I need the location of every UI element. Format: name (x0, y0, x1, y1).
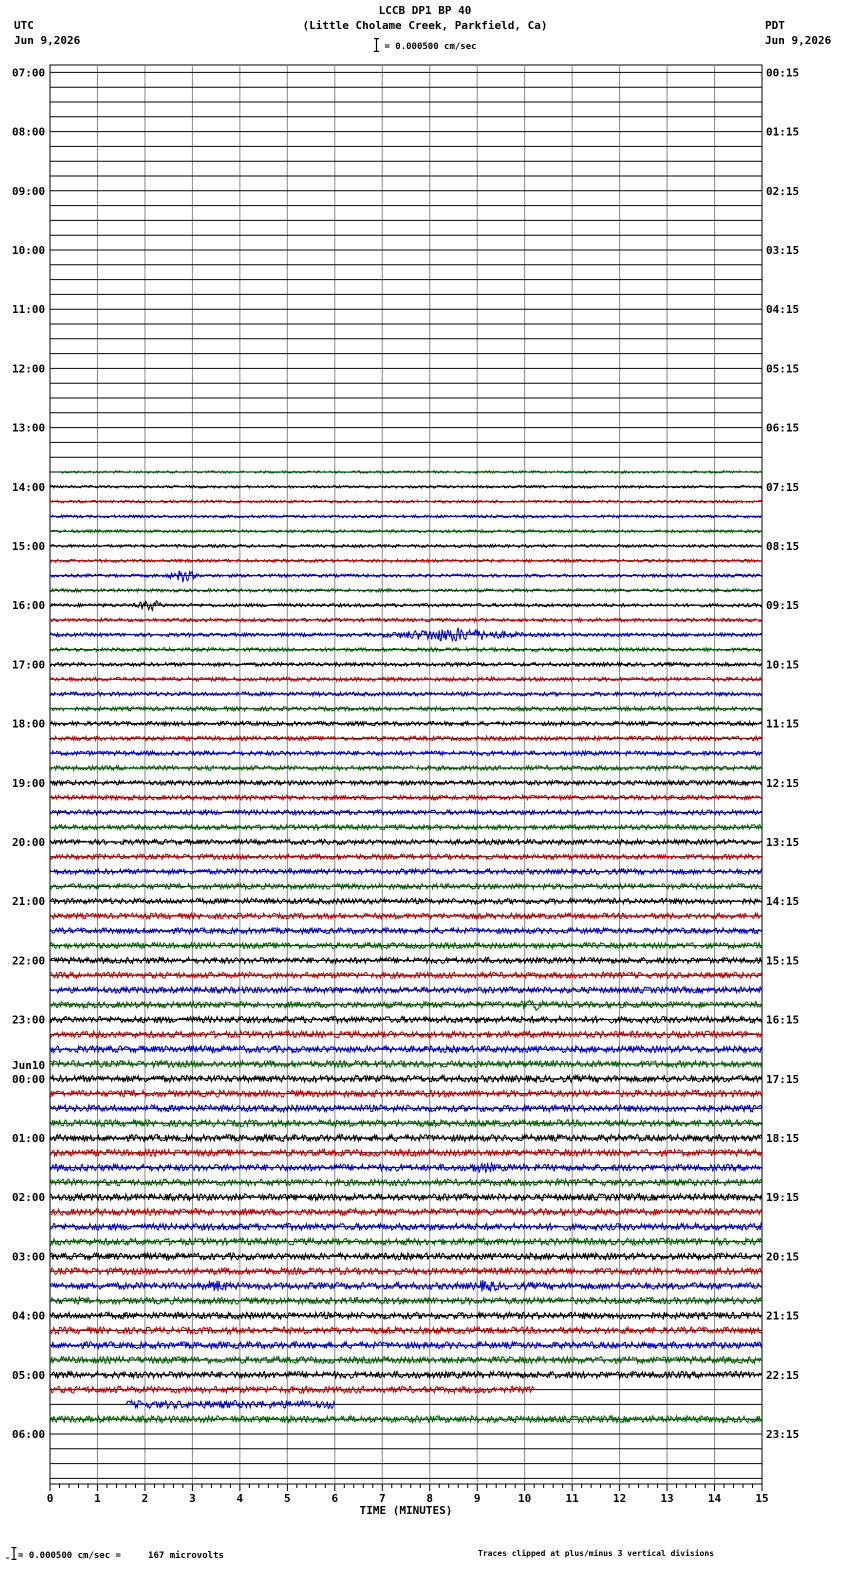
right-timezone: PDT (765, 19, 785, 32)
pdt-hour-label: 02:15 (766, 184, 800, 198)
utc-hour-label: 13:00 (12, 421, 46, 435)
x-tick-label: 10 (518, 1492, 532, 1505)
clip-note: Traces clipped at plus/minus 3 vertical divisions (478, 1549, 715, 1558)
pdt-hour-label: 21:15 (766, 1309, 800, 1323)
x-tick-label: 13 (660, 1492, 674, 1505)
seismic-trace (50, 780, 762, 785)
utc-hour-label: 03:00 (12, 1250, 46, 1264)
seismic-trace (50, 736, 762, 740)
seismic-trace (50, 1386, 534, 1393)
station-location: (Little Cholame Creek, Parkfield, Ca) (302, 19, 548, 32)
utc-hour-label: 02:00 (12, 1191, 46, 1205)
pdt-hour-label: 08:15 (766, 540, 800, 553)
utc-hour-label: 23:00 (12, 1013, 46, 1027)
utc-hour-label: 07:00 (12, 66, 46, 80)
utc-hour-label: 10:00 (12, 244, 46, 257)
pdt-hour-label: 18:15 (766, 1132, 800, 1145)
seismic-trace (50, 913, 762, 919)
utc-hour-label: 04:00 (12, 1309, 46, 1323)
utc-hour-label: 00:00 (12, 1072, 46, 1086)
x-tick-label: 2 (141, 1492, 149, 1505)
scale-text: = 0.000500 cm/sec (384, 42, 477, 52)
seismic-trace (50, 1209, 762, 1216)
seismic-trace (50, 628, 762, 641)
utc-hour-label: 17:00 (12, 658, 46, 672)
seismic-trace (50, 648, 762, 652)
utc-hour-label: 14:00 (12, 480, 46, 494)
utc-hour-label: 06:00 (12, 1428, 46, 1441)
x-tick-label: 12 (612, 1492, 627, 1505)
footer-scale-text: = 0.000500 cm/sec = 167 microvolts (18, 1551, 224, 1561)
utc-hour-label: 18:00 (12, 717, 46, 731)
x-tick-label: 5 (284, 1492, 291, 1505)
left-date: Jun 9,2026 (14, 34, 81, 47)
station-title: LCCB DP1 BP 40 (378, 4, 472, 17)
x-tick-label: 8 (426, 1492, 434, 1505)
pdt-hour-label: 22:15 (766, 1368, 800, 1382)
x-tick-label: 6 (331, 1492, 339, 1505)
utc-hour-label: 20:00 (12, 836, 46, 849)
pdt-hour-label: 15:15 (766, 954, 800, 968)
utc-hour-label: 22:00 (12, 954, 46, 968)
pdt-hour-label: 23:15 (766, 1428, 800, 1441)
x-tick-label: 14 (707, 1492, 722, 1505)
seismic-trace (50, 766, 762, 771)
pdt-hour-label: 05:15 (766, 362, 800, 376)
pdt-hour-label: 20:15 (766, 1250, 800, 1264)
pdt-hour-label: 09:15 (766, 599, 800, 613)
pdt-hour-label: 07:15 (766, 480, 800, 494)
utc-hour-label: 16:00 (12, 599, 46, 613)
x-tick-label: 7 (378, 1492, 386, 1505)
right-date: Jun 9,2026 (765, 34, 832, 47)
x-tick-label: 9 (473, 1492, 481, 1505)
utc-hour-label: 11:00 (12, 303, 46, 317)
seismic-trace (50, 589, 762, 592)
pdt-hour-label: 06:15 (766, 421, 800, 435)
utc-hour-label: 19:00 (12, 776, 46, 790)
seismic-trace (50, 1105, 762, 1112)
x-tick-label: 3 (189, 1492, 196, 1505)
seismic-trace (50, 1357, 762, 1364)
pdt-hour-label: 19:15 (766, 1191, 800, 1205)
x-tick-label: 4 (236, 1492, 244, 1505)
seismic-trace (50, 854, 762, 859)
left-timezone: UTC (14, 19, 34, 32)
footer-scale (2, 1547, 224, 1561)
footer-scale-bar-icon (2, 1547, 18, 1561)
x-axis-label: TIME (MINUTES) (359, 1504, 453, 1517)
utc-hour-label: 12:00 (12, 362, 46, 376)
seismic-trace (60, 471, 763, 473)
seismic-trace (50, 943, 762, 949)
utc-hour-label: 15:00 (12, 540, 46, 553)
x-tick-label: 1 (94, 1492, 101, 1505)
pdt-hour-label: 04:15 (766, 303, 800, 317)
pdt-hour-label: 11:15 (766, 717, 800, 731)
pdt-hour-label: 12:15 (766, 776, 800, 790)
pdt-hour-label: 01:15 (766, 125, 800, 139)
seismic-trace (50, 869, 762, 874)
x-tick-label: 0 (46, 1492, 54, 1505)
x-tick-label: 15 (755, 1492, 769, 1505)
utc-hour-label: 08:00 (12, 125, 46, 139)
pdt-hour-label: 14:15 (766, 895, 800, 909)
seismic-trace (50, 559, 762, 562)
utc-hour-label: 05:00 (12, 1368, 46, 1382)
pdt-hour-label: 10:15 (766, 658, 800, 672)
utc-hour-label: 01:00 (12, 1132, 46, 1145)
date-change-label: Jun10 (12, 1058, 46, 1072)
pdt-hour-label: 03:15 (766, 244, 800, 257)
utc-hour-label: 21:00 (12, 895, 46, 909)
pdt-hour-label: 17:15 (766, 1072, 800, 1086)
seismic-trace (50, 571, 762, 583)
seismic-trace (50, 692, 762, 696)
pdt-hour-label: 16:15 (766, 1013, 800, 1027)
utc-hour-label: 09:00 (12, 184, 46, 198)
pdt-hour-label: 00:15 (766, 66, 800, 80)
x-tick-label: 11 (565, 1492, 579, 1505)
pdt-hour-label: 13:15 (766, 836, 800, 849)
